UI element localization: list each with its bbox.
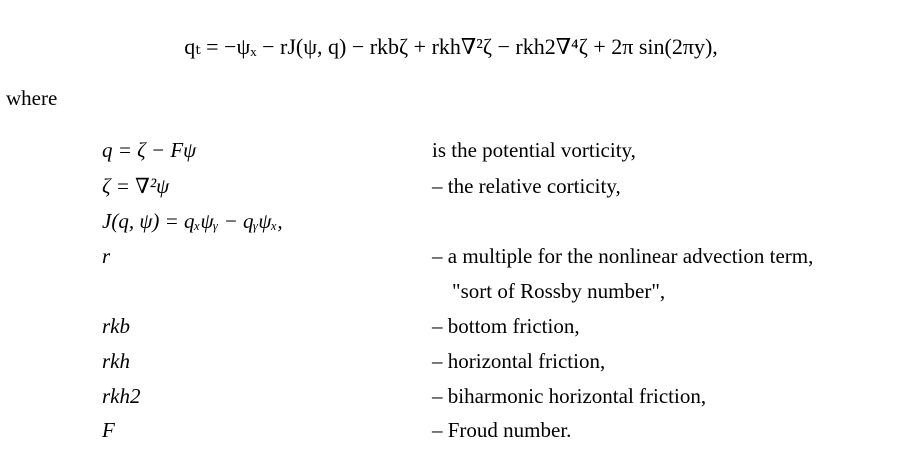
definition-row xyxy=(0,138,902,172)
definition-description: – biharmonic horizontal friction, xyxy=(432,384,707,408)
definition-symbol: ζ = ∇²ψ xyxy=(102,174,170,198)
definition-row xyxy=(0,174,902,208)
definition-row xyxy=(0,279,902,313)
definition-symbol: q = ζ − Fψ xyxy=(102,138,197,162)
definition-description: – bottom friction, xyxy=(432,314,580,338)
definition-row xyxy=(0,244,902,278)
definition-row xyxy=(0,349,902,383)
definition-description: is the potential vorticity, xyxy=(432,138,636,162)
definition-description: – the relative corticity, xyxy=(432,174,621,198)
definition-row xyxy=(0,209,902,243)
definition-description-continuation: "sort of Rossby number", xyxy=(452,279,666,303)
definition-symbol: rkh xyxy=(102,349,130,373)
definition-description: – Froud number. xyxy=(432,418,572,442)
definition-symbol: rkb xyxy=(102,314,130,338)
definition-row xyxy=(0,418,902,452)
definition-row xyxy=(0,384,902,418)
definition-symbol: F xyxy=(102,418,115,442)
main-equation: qₜ = −ψₓ − rJ(ψ, q) − rkbζ + rkh∇²ζ − rkh2∇⁴ζ + 2π sin(2πy), xyxy=(184,34,718,59)
definition-row xyxy=(0,314,902,348)
definition-symbol: J(q, ψ) = qₓψᵧ − qᵧψₓ, xyxy=(102,209,283,233)
where-label: where xyxy=(6,86,58,110)
definition-symbol: r xyxy=(102,244,111,268)
definition-description: – a multiple for the nonlinear advection term, xyxy=(432,244,814,268)
definition-description: – horizontal friction, xyxy=(432,349,606,373)
definition-symbol: rkh2 xyxy=(102,384,141,408)
